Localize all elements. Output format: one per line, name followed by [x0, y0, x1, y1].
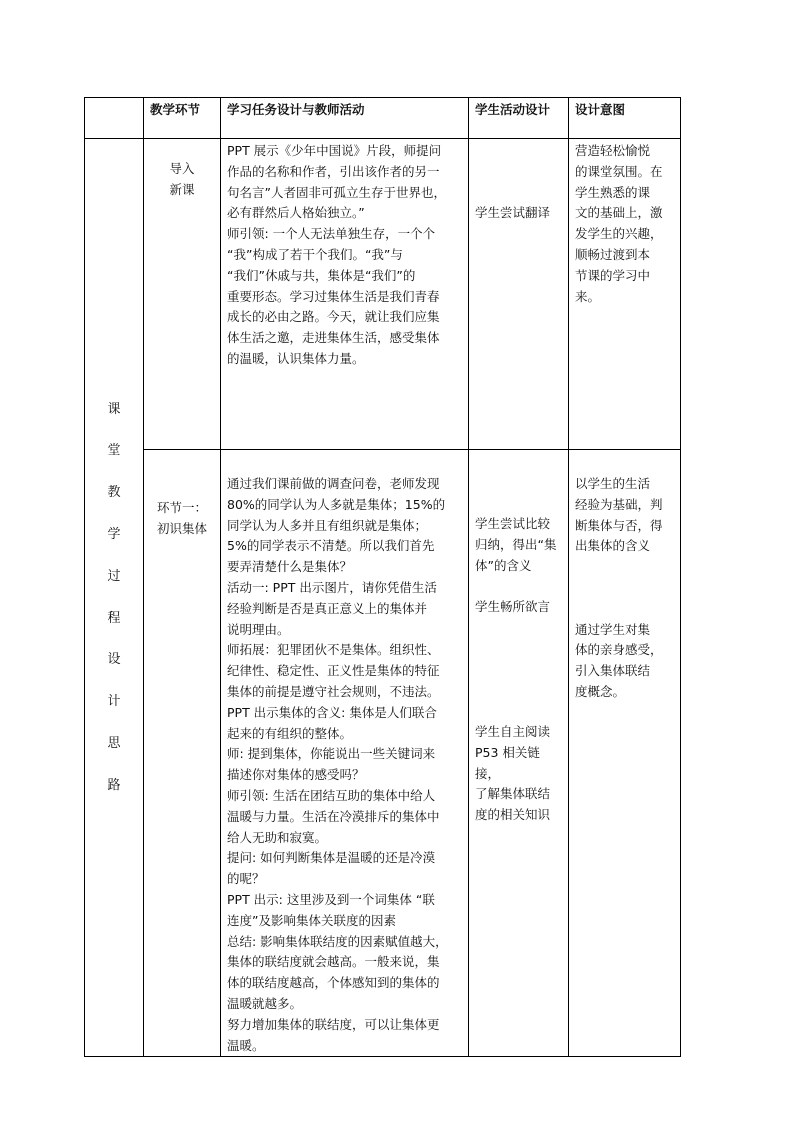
- design-intent-cell: [569, 450, 681, 1057]
- header-teaching-stage: 教学环节: [144, 98, 221, 139]
- student-activity-line: 度的相关知识: [475, 807, 551, 823]
- spacer: [575, 578, 676, 599]
- side-label-char: 路: [107, 777, 121, 793]
- spacer: [475, 701, 564, 722]
- student-activity-line: P53 相关链接，: [475, 744, 540, 781]
- teacher-activity-line: 同学认为人多并且有组织就是集体；: [227, 517, 428, 533]
- teacher-activity-line: 温暖与力量。生活在冷漠排斥的集体中: [227, 808, 440, 824]
- spacer: [475, 680, 564, 701]
- student-activity-line: 学生自主阅读: [475, 723, 551, 739]
- teacher-activity-line: 提问: 如何判断集体是温暖的还是冷漠: [227, 850, 436, 866]
- teacher-activity-line: 必有群然后人格始独立。”: [227, 205, 365, 221]
- teacher-activity-line: 温暖。: [227, 1037, 265, 1053]
- side-label-char: 计: [107, 694, 121, 710]
- teacher-activity-line: 师: 提到集体，你能说出一些关键词来: [227, 746, 436, 762]
- teacher-activity-line: 通过我们课前做的调查问卷，老师发现: [227, 476, 440, 491]
- teacher-activity-line: PPT 展示《少年中国说》片段，师提问: [227, 143, 442, 158]
- student-activity-line: 学生畅所欲言: [475, 599, 551, 615]
- side-label-cell: [85, 139, 144, 1057]
- spacer: [575, 557, 676, 578]
- teacher-activity-line: 80%的同学认为人多就是集体；15%的: [227, 496, 446, 512]
- teacher-activity-line: 重要形态。学习过集体生活是我们青春: [227, 288, 440, 304]
- design-intent-line: 节课的学习中: [575, 267, 651, 283]
- teacher-activity-line: PPT 出示集体的含义: 集体是人们联合: [227, 704, 437, 720]
- side-label-char: 程: [107, 610, 121, 626]
- spacer: [475, 639, 564, 660]
- segment-label: 环节一：: [156, 500, 207, 515]
- design-intent-line: 文的基础上，激: [575, 205, 663, 221]
- teacher-activity-cell: [221, 139, 469, 450]
- student-activity-line: 归纳，得出“集: [475, 536, 557, 552]
- design-intent-line: 学生熟悉的课: [575, 184, 651, 200]
- side-label: [85, 389, 143, 807]
- table-row: [85, 450, 681, 1057]
- teacher-activity-line: 体生活之邀，走进集体生活，感受集体: [227, 330, 440, 346]
- student-activity-cell: [469, 450, 569, 1057]
- teacher-activity-line: 要弄清楚什么是集体？: [227, 559, 353, 575]
- teacher-activity-line: 努力增加集体的联结度，可以让集体更: [227, 1016, 440, 1032]
- spacer: [475, 576, 564, 597]
- spacer: [575, 599, 676, 620]
- teacher-activity-line: “我们”休戚与共，集体是“我们”的: [227, 267, 416, 283]
- segment-cell: [144, 139, 221, 450]
- side-label-char: 设: [107, 652, 121, 668]
- teacher-activity-line: 集体的联结度就会越高。一般来说，集: [227, 954, 440, 970]
- design-intent-line: 引入集体联结: [575, 663, 651, 679]
- teacher-activity-line: 纪律性、稳定性、正义性是集体的特征: [227, 663, 440, 679]
- side-label-char: 堂: [107, 443, 121, 459]
- teacher-activity-line: 说明理由。: [227, 621, 290, 637]
- design-intent-line: 断集体与否，得: [575, 517, 663, 533]
- design-intent-line: 度概念。: [575, 683, 626, 699]
- design-intent-line: 的课堂氛围。在: [575, 163, 663, 179]
- teacher-activity-line: PPT 出示: 这里涉及到一个词集体 “联: [227, 891, 435, 907]
- design-intent-line: 通过学生对集: [575, 621, 651, 637]
- spacer: [475, 618, 564, 639]
- design-intent-line: 来。: [575, 288, 601, 304]
- student-activity-line: 了解集体联结: [475, 786, 551, 802]
- teacher-activity-line: 体的联结度越高，个体感知到的集体的: [227, 975, 440, 991]
- header-task-design: 学习任务设计与教师活动: [221, 98, 469, 139]
- teacher-activity-line: 经验判断是否是真正意义上的集体并: [227, 600, 428, 616]
- teacher-activity-line: 作品的名称和作者，引出该作者的另一: [227, 163, 440, 179]
- spacer: [475, 660, 564, 681]
- header-corner: [85, 98, 144, 139]
- teacher-activity-line: 师拓展：犯罪团伙不是集体。组织性、: [227, 642, 440, 658]
- design-intent-line: 营造轻松愉悦: [575, 143, 651, 158]
- table-row: [85, 139, 681, 450]
- teacher-activity-line: 师引领: 一个人无法单独生存，一个个: [227, 226, 436, 242]
- teacher-activity-line: 温暖就越多。: [227, 995, 303, 1011]
- teacher-activity-line: 句名言”人者固非可孤立生存于世界也，: [227, 184, 446, 200]
- teacher-activity-line: 总结: 影响集体联结度的因素赋值越大，: [227, 933, 448, 949]
- design-intent-line: 顺畅过渡到本: [575, 246, 651, 262]
- teacher-activity-line: 连度”及影响集体关联度的因素: [227, 912, 396, 928]
- design-intent-line: 以学生的生活: [575, 476, 651, 491]
- student-activity-line: 体”的含义: [475, 557, 532, 573]
- header-design-intent: 设计意图: [569, 98, 681, 139]
- teacher-activity-line: 给人无助和寂寞。: [227, 829, 328, 845]
- header-student-activity: 学生活动设计: [469, 98, 569, 139]
- side-label-char: 过: [107, 568, 121, 584]
- design-intent-line: 发学生的兴趣，: [575, 226, 663, 242]
- design-intent-cell: [569, 139, 681, 450]
- header-row: [85, 98, 681, 139]
- teacher-activity-line: 成长的必由之路。今天，就让我们应集: [227, 309, 440, 325]
- teacher-activity-line: 5%的同学表示不清楚。所以我们首先: [227, 538, 435, 554]
- teacher-activity-line: “我”构成了若干个我们。“我”与: [227, 246, 403, 262]
- design-intent-line: 出集体的含义: [575, 538, 651, 554]
- design-intent-line: 经验为基础，判: [575, 496, 663, 512]
- segment-label: 新课: [169, 181, 195, 197]
- side-label-char: 教: [107, 485, 121, 501]
- side-label-char: 思: [107, 736, 121, 752]
- teacher-activity-line: 的温暖，认识集体力量。: [227, 350, 365, 366]
- teacher-activity-line: 活动一: PPT 出示图片，请你凭借生活: [227, 579, 437, 595]
- segment-label: 导入: [169, 161, 195, 176]
- teacher-activity-line: 师引领: 生活在团结互助的集体中给人: [227, 787, 436, 803]
- teacher-activity-line: 起来的有组织的整体。: [227, 725, 353, 741]
- student-activity-cell: [469, 139, 569, 450]
- student-activity-text: 学生尝试翻译: [475, 205, 551, 220]
- teacher-activity-line: 的呢？: [227, 871, 265, 887]
- side-label-char: 课: [107, 401, 121, 417]
- segment-label: 初识集体: [156, 520, 207, 536]
- teacher-activity-cell: [221, 450, 469, 1057]
- design-intent-line: 体的亲身感受，: [575, 642, 663, 658]
- teacher-activity-line: 描述你对集体的感受吗？: [227, 767, 365, 783]
- side-label-char: 学: [107, 527, 121, 543]
- segment-cell: [144, 450, 221, 1057]
- student-activity-line: 学生尝试比较: [475, 516, 551, 531]
- lesson-plan-table: [84, 97, 681, 1057]
- teacher-activity-line: 集体的前提是遵守社会规则，不违法。: [227, 683, 440, 699]
